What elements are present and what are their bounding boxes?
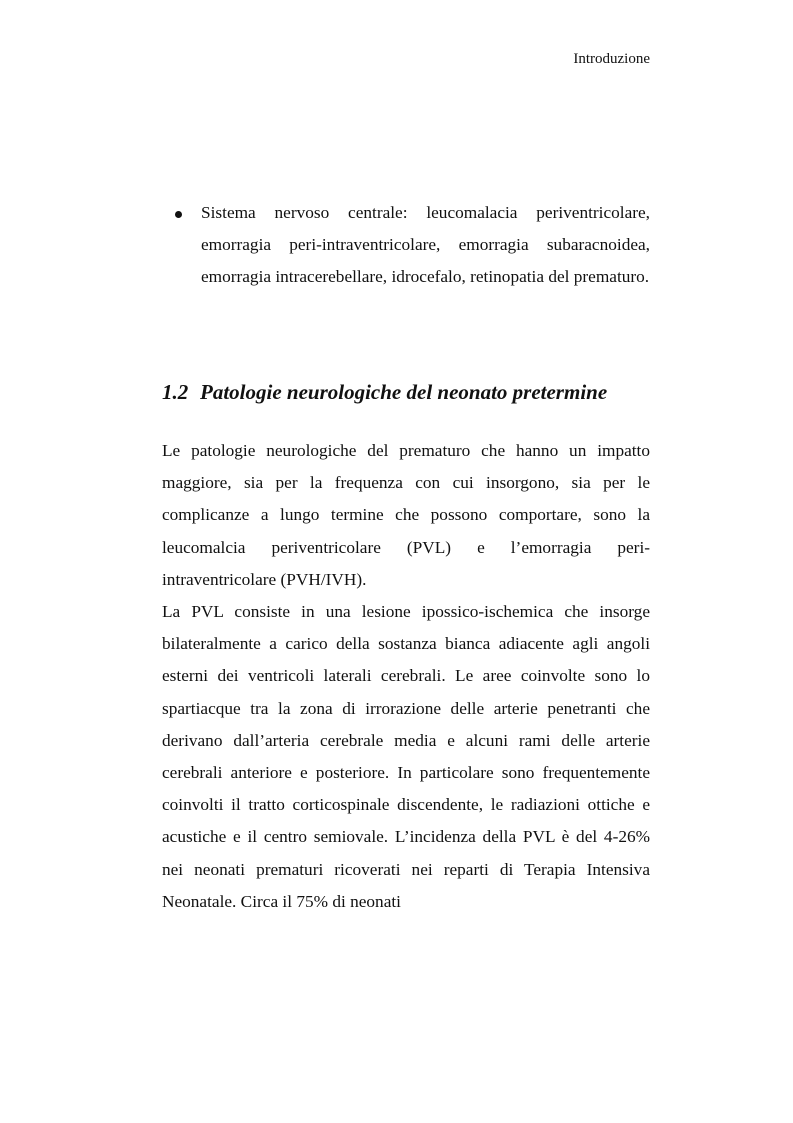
section-title: Patologie neurologiche del neonato pretermine (200, 380, 608, 404)
body-text (162, 435, 650, 918)
section-number: 1.2 (162, 380, 189, 404)
running-header: Introduzione (573, 51, 650, 67)
bullet-text: Sistema nervoso centrale: leucomalacia periventricolare, emorragia peri-intraventricolare, emorragia subaracnoidea, emorragia intracerebellare, idrocefalo, retinopatia del prematuro. (201, 203, 650, 287)
bullet-icon (175, 211, 182, 218)
paragraph-intro: Le patologie neurologiche del prematuro che hanno un impatto maggiore, sia per la frequenza con cui insorgono, sia per le complicanze a lungo termine che possono comportare, sono la leucomalcia periventricolare (PVL) e l’emorragia peri-intraventricolare (PVH/IVH). (162, 441, 650, 589)
section-heading (162, 377, 650, 407)
paragraph-pvl: La PVL consiste in una lesione ipossico-ischemica che insorge bilateralmente a carico della sostanza bianca adiacente agli angoli esterni dei ventricoli laterali cerebrali. Le aree coinvolte sono lo spartiacque tra la zona di irrorazione delle arterie penetranti che derivano dall’arteria cerebrale media e alcuni rami delle arterie cerebrali anteriore e posteriore. In particolare sono frequentemente coinvolti il tratto corticospinale discendente, le radiazioni ottiche e acustiche e il centro semiovale. L’incidenza della PVL è del 4-26% nei neonati prematuri ricoverati nei reparti di Terapia Intensiva Neonatale. Circa il 75% di neonati (162, 602, 650, 911)
